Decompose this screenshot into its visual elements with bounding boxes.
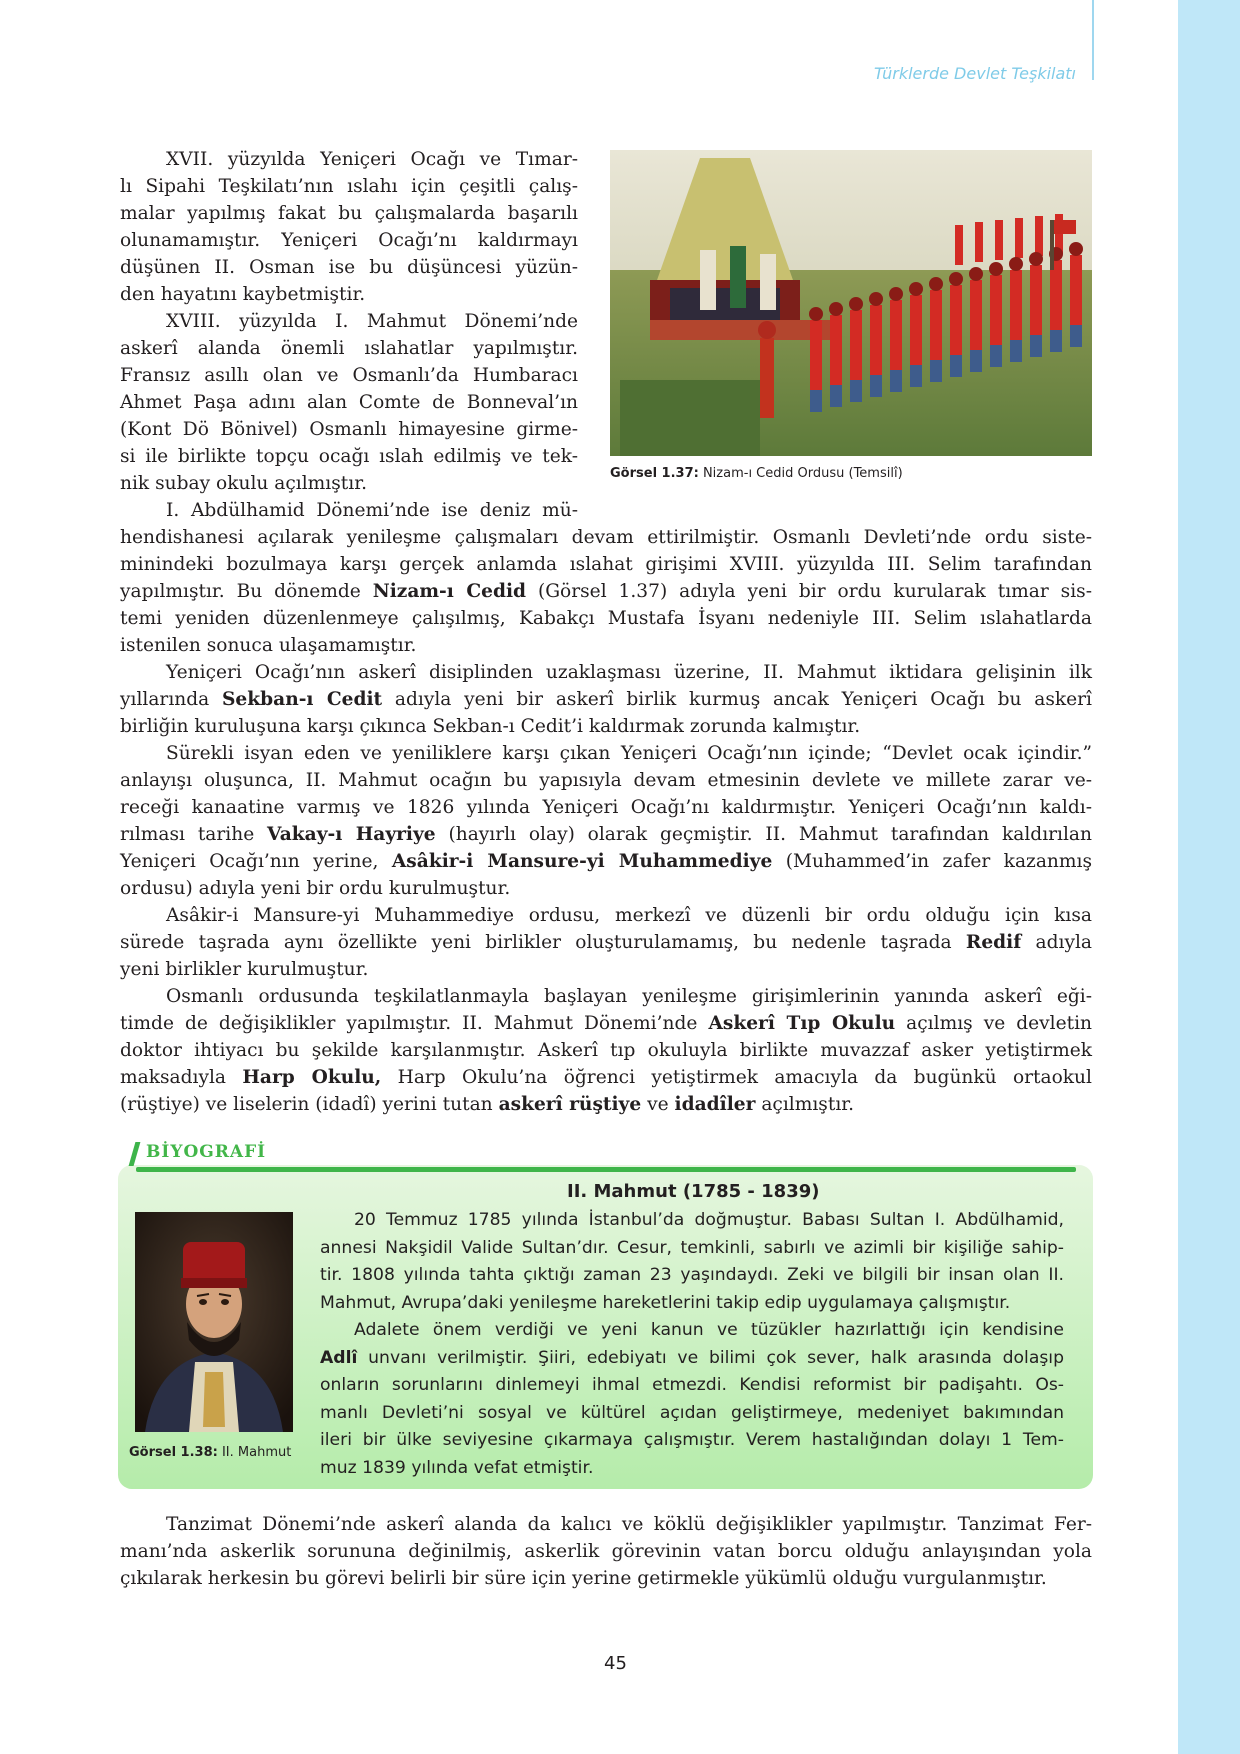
body-line: rılması tarihe Vakay-ı Hayriye (hayırlı olay) olarak geçmiştir. II. Mahmut tarafından kaldırılan	[120, 824, 1092, 845]
bio-line: Mahmut, Avrupa’daki yenileşme hareketlerini takip edip uygulamaya çalışmıştır.	[320, 1293, 1011, 1313]
left-col-line: Ahmet Paşa adını alan Comte de Bonneval’ın	[120, 392, 578, 413]
left-col-line: lı Sipahi Teşkilatı’nın ıslahı için çeşitli çalış-	[120, 176, 578, 197]
body-line: yeni birlikler kurulmuştur.	[120, 959, 369, 980]
left-col-line: den hayatını kaybetmiştir.	[120, 284, 366, 305]
body-line: Yeniçeri Ocağı’nın askerî disiplinden uzaklaşması üzerine, II. Mahmut iktidara gelişinin ilk	[166, 662, 1092, 683]
left-col-line: askerî alanda önemli ıslahatlar yapılmıştır.	[120, 338, 578, 359]
body-line: temi yeniden düzenlenmeye çalışılmış, Kabakçı Mustafa İsyanı nedeniyle III. Selim ıslahatlarda	[120, 608, 1092, 629]
bio-line: 20 Temmuz 1785 yılında İstanbul’da doğmuştur. Babası Sultan I. Abdülhamid,	[354, 1210, 1064, 1230]
body-line: yıllarında Sekban-ı Cedit adıyla yeni bir askerî birlik kurmuş ancak Yeniçeri Ocağı bu askerî	[120, 689, 1092, 710]
bio-line: annesi Nakşidil Valide Sultan’dır. Cesur, temkinli, sabırlı ve azimli bir kişiliğe sahip-	[320, 1238, 1064, 1258]
figure-caption-1-38: Görsel 1.38: II. Mahmut	[129, 1445, 292, 1460]
body-line: (rüştiye) ve liselerin (idadî) yerini tutan askerî rüştiye ve idadîler açılmıştır.	[120, 1094, 855, 1115]
body-line: minindeki bozulmaya karşı gerçek anlamda ıslahat girişimi XVIII. yüzyılda III. Selim tarafından	[120, 554, 1092, 575]
body-line: anlayışı oluşunca, II. Mahmut ocağın bu yapısıyla devam etmesinin devlete ve millete zarar ve-	[120, 770, 1092, 791]
term-askeri-rustiye: askerî rüştiye	[498, 1094, 642, 1115]
bio-line: ileri bir ülke seviyesine çıkarmaya çalışmıştır. Verem hastalığından dolayı 1 Tem-	[320, 1430, 1064, 1450]
running-header: Türklerde Devlet Teşkilatı	[873, 64, 1076, 83]
bio-line: tir. 1808 yılında tahta çıktığı zaman 23 yaşındaydı. Zeki ve bilgili bir insan olan II.	[320, 1265, 1064, 1285]
body-line: doktor ihtiyacı bu şekilde karşılanmıştır. Askerî tıp okuluyla birlikte muvazzaf asker yetiştirmek	[120, 1040, 1092, 1061]
body-line: sürede taşrada aynı özellikte yeni birlikler oluşturulamamış, bu nedenle taşrada Redif adıyla	[120, 932, 1092, 953]
body-line: Yeniçeri Ocağı’nın yerine, Asâkir-i Mansure-yi Muhammediye (Muhammed’in zafer kazanmış	[120, 851, 1093, 872]
left-col-line: malar yapılmış fakat bu çalışmalarda başarılı	[120, 203, 578, 224]
term-askeri-tip-okulu: Askerî Tıp Okulu	[708, 1013, 896, 1034]
body-line: manı’nda askerlik sorununa değinilmiş, askerlik görevinin vatan borcu olduğu anlayışından yola	[120, 1541, 1092, 1562]
body-line: Asâkir-i Mansure-yi Muhammediye ordusu, merkezî ve düzenli bir ordu olduğu için kısa	[166, 905, 1092, 926]
figure-caption-1-37: Görsel 1.37: Nizam-ı Cedid Ordusu (Temsilî)	[610, 466, 903, 481]
bio-line: Adalete önem verdiği ve yeni kanun ve tüzükler hazırlattığı için kendisine	[354, 1320, 1064, 1340]
body-line: Tanzimat Dönemi’nde askerî alanda da kalıcı ve köklü değişiklikler yapılmıştır. Tanzimat Fer-	[166, 1514, 1092, 1535]
bio-line: muz 1839 yılında vefat etmiştir.	[320, 1458, 594, 1478]
nizam-i-cedid-painting	[610, 150, 1092, 456]
term-idadiler: idadîler	[674, 1094, 756, 1115]
term-harp-okulu: Harp Okulu,	[242, 1067, 382, 1088]
body-line: çıkılarak herkesin bu görevi belirli bir süre için yerine getirmekle yükümlü olduğu vurgulanmıştır.	[120, 1568, 1047, 1589]
body-line: istenilen sonuca ulaşamamıştır.	[120, 635, 417, 656]
body-line: yapılmıştır. Bu dönemde Nizam-ı Cedid (Görsel 1.37) adıyla yeni bir ordu kurularak tımar sis-	[120, 581, 1092, 602]
left-col-line: si ile birlikte topçu ocağı ıslah edilmiş ve tek-	[120, 446, 578, 467]
body-line: timde de değişiklikler yapılmıştır. II. Mahmut Dönemi’nde Askerî Tıp Okulu açılmış ve devletin	[120, 1013, 1092, 1034]
biography-label: BİYOGRAFİ	[130, 1140, 290, 1168]
left-col-line: olunamamıştır. Yeniçeri Ocağı’nı kaldırmayı	[120, 230, 578, 251]
bio-line: manlı Devleti’ni sosyal ve kültürel açıdan geliştirmeye, medeniyet bakımından	[320, 1403, 1064, 1423]
biography-title: II. Mahmut (1785 - 1839)	[567, 1181, 820, 1202]
body-line: birliğin kuruluşuna karşı çıkınca Sekban-ı Cedit’i kaldırmak zorunda kalmıştır.	[120, 716, 861, 737]
left-col-line: (Kont Dö Bönivel) Osmanlı himayesine girme-	[120, 419, 578, 440]
term-asakir-i-mansure: Asâkir-i Mansure-yi Muhammediye	[391, 851, 773, 872]
left-col-line: I. Abdülhamid Dönemi’nde ise deniz mü-	[166, 500, 578, 521]
term-vakay-i-hayriye: Vakay-ı Hayriye	[267, 824, 436, 845]
term-nizam-i-cedid: Nizam-ı Cedid	[372, 581, 527, 602]
right-margin-band	[1178, 0, 1240, 1754]
left-col-line: XVII. yüzyılda Yeniçeri Ocağı ve Tımar-	[166, 149, 578, 170]
body-line: hendishanesi açılarak yenileşme çalışmaları devam ettirilmiştir. Osmanlı Devleti’nde ordu siste-	[120, 527, 1092, 548]
term-redif: Redif	[965, 932, 1022, 953]
left-col-line: nik subay okulu açılmıştır.	[120, 473, 367, 494]
body-line: Sürekli isyan eden ve yeniliklere karşı çıkan Yeniçeri Ocağı’nın içinde; “Devlet ocak içindir.”	[166, 743, 1092, 764]
body-line: Osmanlı ordusunda teşkilatlanmayla başlayan yenileşme girişimlerinin yanında askerî eği-	[166, 986, 1092, 1007]
left-col-line: XVIII. yüzyılda I. Mahmut Dönemi’nde	[166, 311, 578, 332]
page-number: 45	[604, 1653, 627, 1674]
header-divider	[1092, 0, 1094, 80]
bio-line: Adlî unvanı verilmiştir. Şiiri, edebiyatı ve bilimi çok sever, halk arasında dolaşıp	[320, 1348, 1064, 1368]
left-col-line: Fransız asıllı olan ve Osmanlı’da Humbaracı	[120, 365, 578, 386]
left-col-line: düşünen II. Osman ise bu düşüncesi yüzün-	[120, 257, 578, 278]
term-adli: Adlî	[320, 1348, 358, 1368]
mahmut-ii-portrait	[135, 1212, 293, 1432]
body-line: maksadıyla Harp Okulu, Harp Okulu’na öğrenci yetiştirmek amacıyla da bugünkü ortaokul	[120, 1067, 1092, 1088]
pencil-mark-icon	[129, 1142, 141, 1166]
bio-line: onların sorunlarını dinlemeyi ihmal etmezdi. Kendisi reformist bir padişahtı. Os-	[320, 1375, 1064, 1395]
body-line: ordusu) adıyla yeni bir ordu kurulmuştur.	[120, 878, 511, 899]
term-sekban-i-cedit: Sekban-ı Cedit	[222, 689, 383, 710]
body-line: receği kanaatine varmış ve 1826 yılında Yeniçeri Ocağı’nı kaldırmıştır. Yeniçeri Ocağı’nın kaldı-	[120, 797, 1092, 818]
